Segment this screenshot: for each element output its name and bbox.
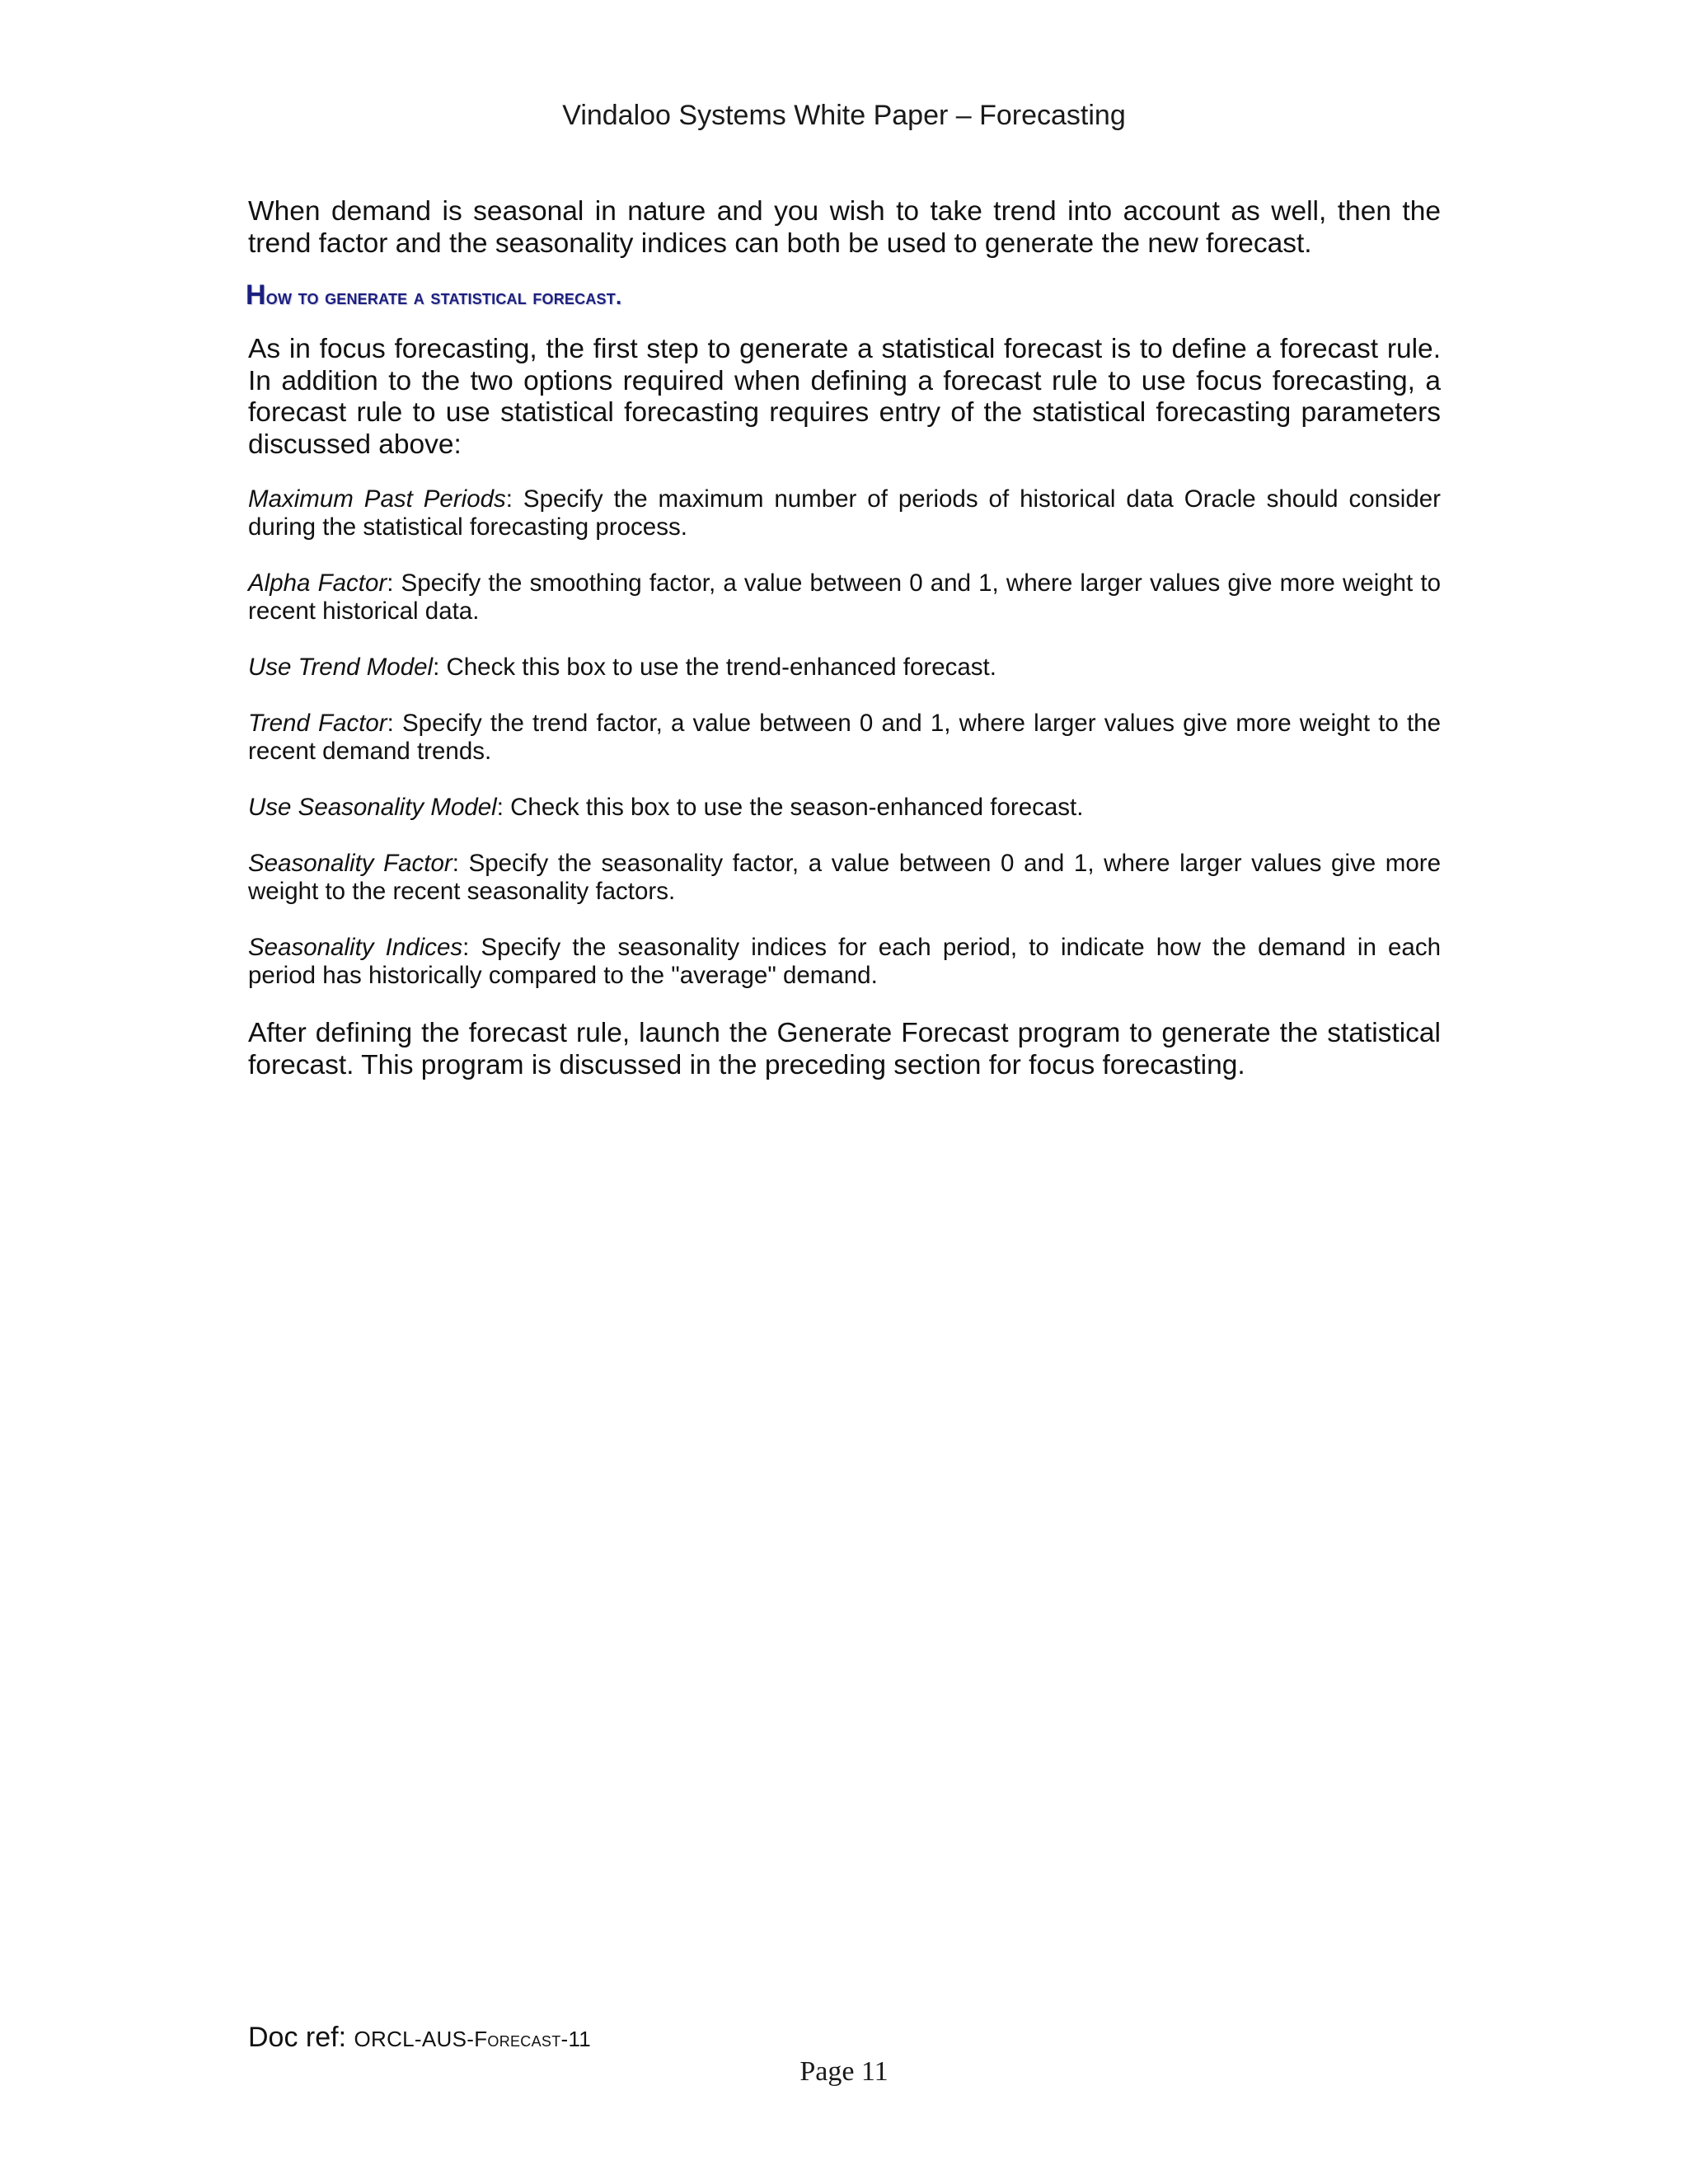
document-body [248,196,1441,1081]
page-header-title: Vindaloo Systems White Paper – Forecasting [562,100,1126,131]
parameter-description: : Specify the seasonality indices for each period, to indicate how the demand in each period has historically compared to the "average" demand. [248,934,1441,989]
parameter-description: : Check this box to use the trend-enhanced forecast. [433,654,996,681]
section-heading-rest: ow to generate a statistical forecast. [265,284,622,309]
page-number: Page 11 [799,2056,889,2087]
doc-ref-code-part: -11 [560,2027,592,2051]
section-heading [246,281,1441,311]
closing-paragraph: After defining the forecast rule, launch the Generate Forecast program to generate the statistical forecast. This program is discussed in the preceding section for focus forecasting. [248,1018,1441,1080]
doc-ref-code-part: ORCL-AUS-F [354,2027,488,2051]
parameter-description: : Specify the seasonality factor, a value between 0 and 1, where larger values give more weight to the recent seasonality factors. [248,850,1442,905]
parameter-term: Maximum Past Periods [248,485,506,513]
parameter-description: : Check this box to use the season-enhanced forecast. [496,794,1084,821]
parameter-term: Use Trend Model [248,654,434,681]
parameter-term: Use Seasonality Model [248,794,497,821]
lead-paragraph: As in focus forecasting, the first step to generate a statistical forecast is to define a forecast rule. In addition to the two options required when defining a forecast rule to use focus forecasting, a forecast rule to use statistical forecasting requires entry of the statistical forecasting parameters discussed above: [248,334,1441,460]
doc-ref-label: Doc ref: [248,2022,354,2053]
parameter-item [248,654,1441,682]
parameter-item [248,794,1441,822]
parameter-item [248,850,1441,906]
doc-ref-code [354,2027,591,2051]
section-heading-initial: H [246,279,266,311]
parameter-term: Seasonality Indices [248,934,463,961]
doc-reference [248,2021,591,2055]
parameter-item [248,710,1441,766]
parameter-term: Trend Factor [248,710,387,737]
parameter-term: Seasonality Factor [248,850,452,877]
parameter-item [248,569,1441,626]
parameter-term: Alpha Factor [248,569,387,597]
parameter-item [248,485,1441,541]
intro-paragraph: When demand is seasonal in nature and you wish to take trend into account as well, then the trend factor and the seasonality indices can both be used to generate the new forecast. [248,196,1441,259]
doc-ref-code-part: orecast [487,2027,561,2051]
parameter-description: : Specify the trend factor, a value between 0 and 1, where larger values give more weight to the recent demand trends. [248,710,1441,765]
parameter-description: : Specify the smoothing factor, a value between 0 and 1, where larger values give more weight to recent historical data. [248,569,1441,625]
parameter-item [248,934,1441,990]
parameter-description: : Specify the maximum number of periods of historical data Oracle should consider during the statistical forecasting process. [248,485,1441,541]
